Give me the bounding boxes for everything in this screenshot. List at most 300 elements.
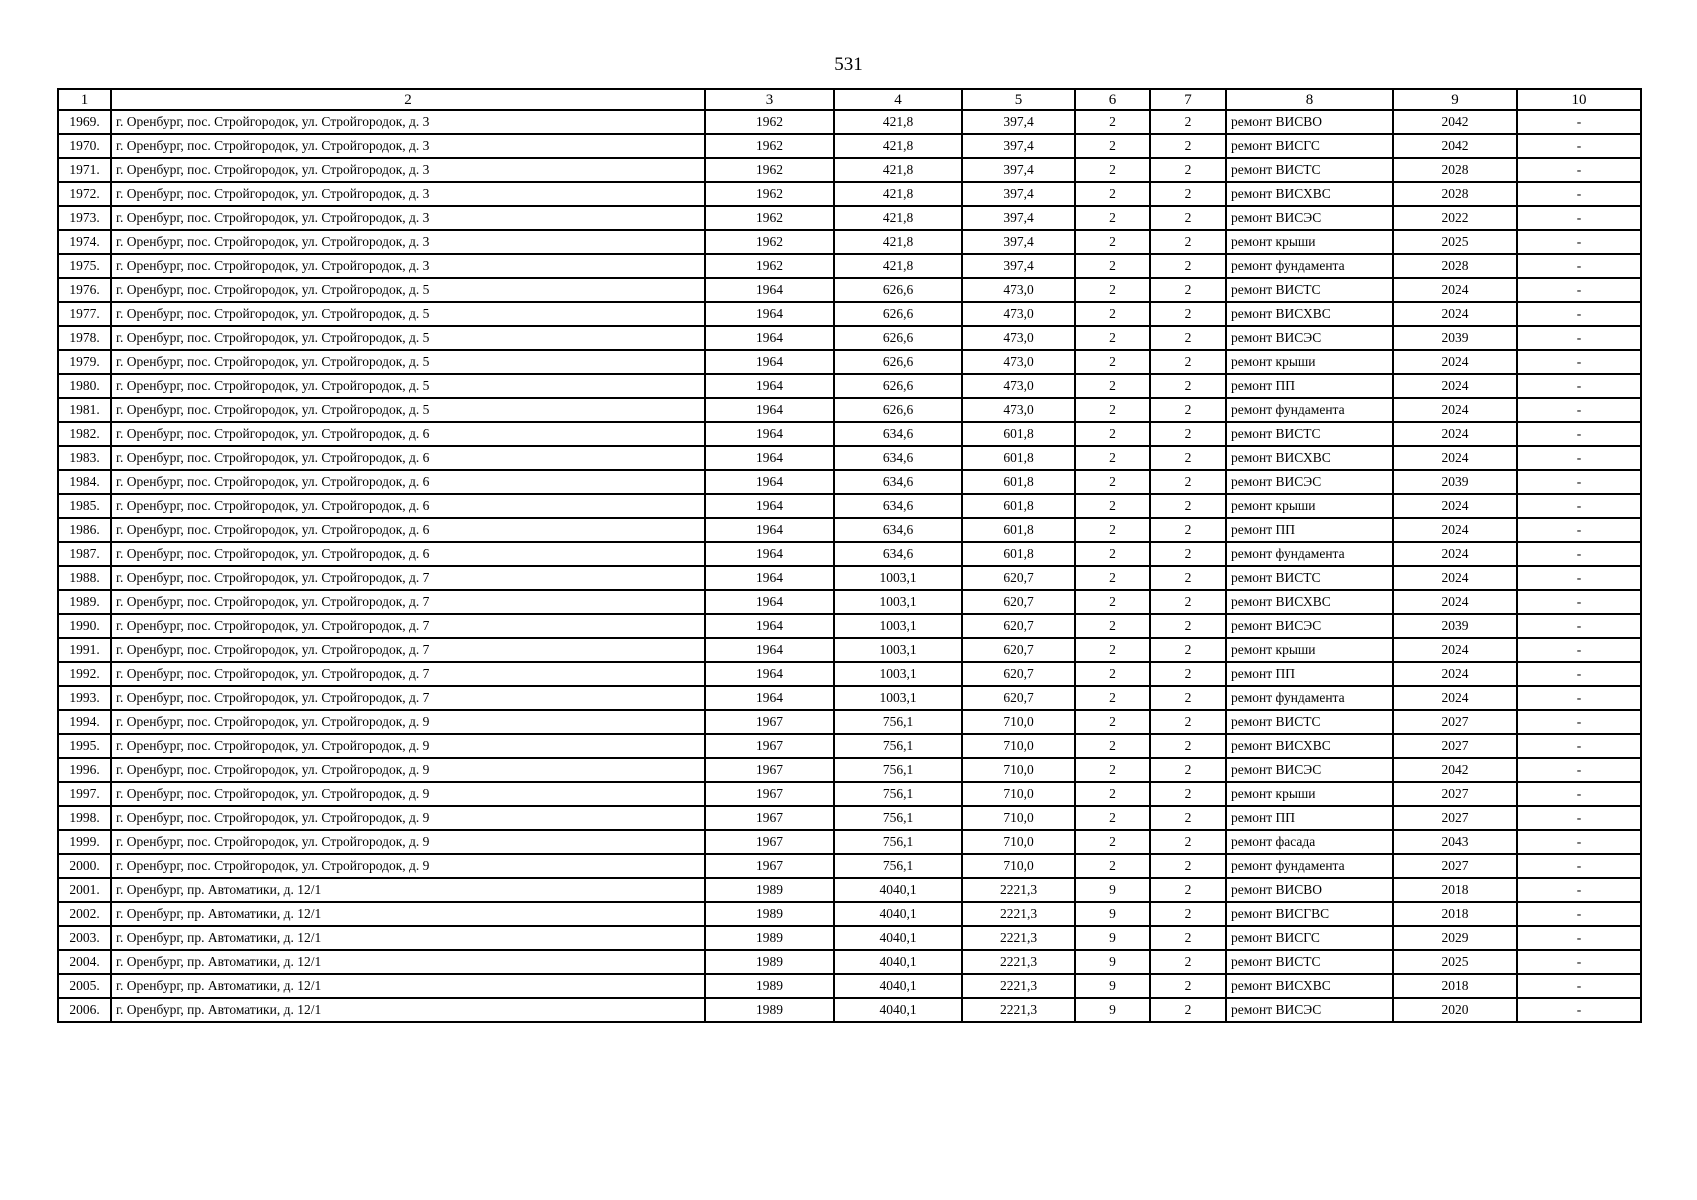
note-cell: - [1517, 182, 1641, 206]
planned-year-cell: 2028 [1393, 182, 1517, 206]
year-built-cell: 1989 [705, 902, 834, 926]
table-row [58, 854, 1641, 878]
work-type-cell: ремонт ПП [1226, 806, 1393, 830]
entrances-cell: 2 [1150, 542, 1226, 566]
table-row [58, 326, 1641, 350]
planned-year-cell: 2027 [1393, 782, 1517, 806]
table-row [58, 518, 1641, 542]
work-type-cell: ремонт ВИСТС [1226, 950, 1393, 974]
planned-year-cell: 2027 [1393, 854, 1517, 878]
table-row [58, 374, 1641, 398]
row-number-cell: 2006. [58, 998, 111, 1022]
year-built-cell: 1989 [705, 998, 834, 1022]
work-type-cell: ремонт ПП [1226, 374, 1393, 398]
address-cell: г. Оренбург, пр. Автоматики, д. 12/1 [111, 878, 705, 902]
table-row [58, 206, 1641, 230]
floors-cell: 2 [1075, 614, 1150, 638]
note-cell: - [1517, 662, 1641, 686]
entrances-cell: 2 [1150, 806, 1226, 830]
total-area-cell: 4040,1 [834, 950, 962, 974]
year-built-cell: 1964 [705, 350, 834, 374]
total-area-cell: 421,8 [834, 230, 962, 254]
year-built-cell: 1962 [705, 254, 834, 278]
total-area-cell: 756,1 [834, 782, 962, 806]
address-cell: г. Оренбург, пос. Стройгородок, ул. Стройгородок, д. 7 [111, 566, 705, 590]
year-built-cell: 1964 [705, 446, 834, 470]
work-type-cell: ремонт ВИСГВС [1226, 902, 1393, 926]
entrances-cell: 2 [1150, 614, 1226, 638]
total-area-cell: 634,6 [834, 446, 962, 470]
row-number-cell: 1976. [58, 278, 111, 302]
floors-cell: 2 [1075, 182, 1150, 206]
work-type-cell: ремонт ВИСГС [1226, 926, 1393, 950]
living-area-cell: 397,4 [962, 158, 1075, 182]
note-cell: - [1517, 230, 1641, 254]
address-cell: г. Оренбург, пос. Стройгородок, ул. Стройгородок, д. 9 [111, 830, 705, 854]
table-row [58, 926, 1641, 950]
floors-cell: 2 [1075, 470, 1150, 494]
address-cell: г. Оренбург, пос. Стройгородок, ул. Стройгородок, д. 7 [111, 686, 705, 710]
planned-year-cell: 2024 [1393, 566, 1517, 590]
planned-year-cell: 2028 [1393, 158, 1517, 182]
year-built-cell: 1989 [705, 950, 834, 974]
address-cell: г. Оренбург, пос. Стройгородок, ул. Стройгородок, д. 6 [111, 422, 705, 446]
living-area-cell: 2221,3 [962, 878, 1075, 902]
living-area-cell: 473,0 [962, 326, 1075, 350]
table-row [58, 182, 1641, 206]
floors-cell: 2 [1075, 734, 1150, 758]
living-area-cell: 2221,3 [962, 926, 1075, 950]
total-area-cell: 626,6 [834, 374, 962, 398]
living-area-cell: 601,8 [962, 470, 1075, 494]
year-built-cell: 1967 [705, 830, 834, 854]
table-row [58, 686, 1641, 710]
entrances-cell: 2 [1150, 734, 1226, 758]
year-built-cell: 1964 [705, 326, 834, 350]
entrances-cell: 2 [1150, 878, 1226, 902]
floors-cell: 9 [1075, 926, 1150, 950]
work-type-cell: ремонт ВИСХВС [1226, 182, 1393, 206]
note-cell: - [1517, 254, 1641, 278]
row-number-cell: 1996. [58, 758, 111, 782]
work-type-cell: ремонт ВИСТС [1226, 158, 1393, 182]
living-area-cell: 473,0 [962, 374, 1075, 398]
note-cell: - [1517, 998, 1641, 1022]
work-type-cell: ремонт ВИСВО [1226, 878, 1393, 902]
header-cell-3: 3 [705, 89, 834, 110]
living-area-cell: 601,8 [962, 494, 1075, 518]
table-row [58, 974, 1641, 998]
row-number-cell: 1983. [58, 446, 111, 470]
planned-year-cell: 2018 [1393, 878, 1517, 902]
entrances-cell: 2 [1150, 374, 1226, 398]
entrances-cell: 2 [1150, 326, 1226, 350]
year-built-cell: 1964 [705, 302, 834, 326]
living-area-cell: 601,8 [962, 446, 1075, 470]
year-built-cell: 1962 [705, 206, 834, 230]
table-row [58, 542, 1641, 566]
floors-cell: 2 [1075, 782, 1150, 806]
work-type-cell: ремонт фундамента [1226, 398, 1393, 422]
repair-schedule-table [57, 88, 1642, 1023]
note-cell: - [1517, 830, 1641, 854]
living-area-cell: 620,7 [962, 662, 1075, 686]
row-number-cell: 1985. [58, 494, 111, 518]
row-number-cell: 1994. [58, 710, 111, 734]
year-built-cell: 1962 [705, 182, 834, 206]
living-area-cell: 473,0 [962, 350, 1075, 374]
note-cell: - [1517, 686, 1641, 710]
address-cell: г. Оренбург, пос. Стройгородок, ул. Стройгородок, д. 3 [111, 158, 705, 182]
total-area-cell: 421,8 [834, 206, 962, 230]
table-row [58, 614, 1641, 638]
address-cell: г. Оренбург, пос. Стройгородок, ул. Стройгородок, д. 5 [111, 350, 705, 374]
floors-cell: 2 [1075, 326, 1150, 350]
address-cell: г. Оренбург, пос. Стройгородок, ул. Стройгородок, д. 6 [111, 470, 705, 494]
entrances-cell: 2 [1150, 110, 1226, 134]
entrances-cell: 2 [1150, 134, 1226, 158]
row-number-cell: 1990. [58, 614, 111, 638]
work-type-cell: ремонт ВИСХВС [1226, 590, 1393, 614]
entrances-cell: 2 [1150, 350, 1226, 374]
total-area-cell: 634,6 [834, 518, 962, 542]
header-cell-2: 2 [111, 89, 705, 110]
note-cell: - [1517, 614, 1641, 638]
year-built-cell: 1962 [705, 134, 834, 158]
address-cell: г. Оренбург, пос. Стройгородок, ул. Стройгородок, д. 6 [111, 446, 705, 470]
row-number-cell: 1975. [58, 254, 111, 278]
year-built-cell: 1964 [705, 638, 834, 662]
work-type-cell: ремонт ВИСТС [1226, 566, 1393, 590]
note-cell: - [1517, 326, 1641, 350]
entrances-cell: 2 [1150, 854, 1226, 878]
table-row [58, 470, 1641, 494]
floors-cell: 2 [1075, 590, 1150, 614]
planned-year-cell: 2024 [1393, 422, 1517, 446]
year-built-cell: 1964 [705, 566, 834, 590]
living-area-cell: 397,4 [962, 230, 1075, 254]
floors-cell: 2 [1075, 494, 1150, 518]
planned-year-cell: 2020 [1393, 998, 1517, 1022]
row-number-cell: 1971. [58, 158, 111, 182]
total-area-cell: 4040,1 [834, 878, 962, 902]
floors-cell: 2 [1075, 374, 1150, 398]
address-cell: г. Оренбург, пос. Стройгородок, ул. Стройгородок, д. 7 [111, 638, 705, 662]
planned-year-cell: 2039 [1393, 614, 1517, 638]
row-number-cell: 1997. [58, 782, 111, 806]
note-cell: - [1517, 806, 1641, 830]
address-cell: г. Оренбург, пос. Стройгородок, ул. Стройгородок, д. 9 [111, 734, 705, 758]
note-cell: - [1517, 206, 1641, 230]
total-area-cell: 421,8 [834, 254, 962, 278]
floors-cell: 2 [1075, 422, 1150, 446]
planned-year-cell: 2027 [1393, 806, 1517, 830]
work-type-cell: ремонт ПП [1226, 662, 1393, 686]
page-number: 531 [834, 54, 863, 75]
row-number-cell: 1981. [58, 398, 111, 422]
planned-year-cell: 2029 [1393, 926, 1517, 950]
floors-cell: 2 [1075, 158, 1150, 182]
floors-cell: 2 [1075, 806, 1150, 830]
table-row [58, 950, 1641, 974]
entrances-cell: 2 [1150, 950, 1226, 974]
header-cell-7: 7 [1150, 89, 1226, 110]
note-cell: - [1517, 278, 1641, 302]
floors-cell: 9 [1075, 974, 1150, 998]
note-cell: - [1517, 710, 1641, 734]
header-row [58, 89, 1641, 110]
address-cell: г. Оренбург, пос. Стройгородок, ул. Стройгородок, д. 3 [111, 254, 705, 278]
total-area-cell: 756,1 [834, 806, 962, 830]
address-cell: г. Оренбург, пос. Стройгородок, ул. Стройгородок, д. 7 [111, 590, 705, 614]
planned-year-cell: 2039 [1393, 470, 1517, 494]
living-area-cell: 710,0 [962, 782, 1075, 806]
total-area-cell: 634,6 [834, 422, 962, 446]
total-area-cell: 634,6 [834, 494, 962, 518]
total-area-cell: 1003,1 [834, 638, 962, 662]
note-cell: - [1517, 158, 1641, 182]
year-built-cell: 1964 [705, 374, 834, 398]
work-type-cell: ремонт фундамента [1226, 854, 1393, 878]
entrances-cell: 2 [1150, 758, 1226, 782]
entrances-cell: 2 [1150, 302, 1226, 326]
table-row [58, 902, 1641, 926]
total-area-cell: 421,8 [834, 158, 962, 182]
year-built-cell: 1964 [705, 470, 834, 494]
table-row [58, 566, 1641, 590]
floors-cell: 2 [1075, 662, 1150, 686]
floors-cell: 2 [1075, 638, 1150, 662]
header-cell-5: 5 [962, 89, 1075, 110]
address-cell: г. Оренбург, пос. Стройгородок, ул. Стройгородок, д. 9 [111, 854, 705, 878]
planned-year-cell: 2024 [1393, 302, 1517, 326]
work-type-cell: ремонт фундамента [1226, 686, 1393, 710]
address-cell: г. Оренбург, пос. Стройгородок, ул. Стройгородок, д. 7 [111, 614, 705, 638]
address-cell: г. Оренбург, пр. Автоматики, д. 12/1 [111, 926, 705, 950]
total-area-cell: 1003,1 [834, 590, 962, 614]
planned-year-cell: 2039 [1393, 326, 1517, 350]
floors-cell: 2 [1075, 518, 1150, 542]
total-area-cell: 634,6 [834, 542, 962, 566]
note-cell: - [1517, 374, 1641, 398]
address-cell: г. Оренбург, пос. Стройгородок, ул. Стройгородок, д. 5 [111, 374, 705, 398]
row-number-cell: 1993. [58, 686, 111, 710]
total-area-cell: 421,8 [834, 110, 962, 134]
total-area-cell: 756,1 [834, 830, 962, 854]
table-row [58, 782, 1641, 806]
address-cell: г. Оренбург, пос. Стройгородок, ул. Стройгородок, д. 9 [111, 758, 705, 782]
row-number-cell: 2003. [58, 926, 111, 950]
entrances-cell: 2 [1150, 638, 1226, 662]
work-type-cell: ремонт фундамента [1226, 542, 1393, 566]
entrances-cell: 2 [1150, 998, 1226, 1022]
note-cell: - [1517, 422, 1641, 446]
planned-year-cell: 2024 [1393, 686, 1517, 710]
year-built-cell: 1962 [705, 230, 834, 254]
floors-cell: 2 [1075, 686, 1150, 710]
row-number-cell: 1982. [58, 422, 111, 446]
total-area-cell: 626,6 [834, 326, 962, 350]
address-cell: г. Оренбург, пос. Стройгородок, ул. Стройгородок, д. 9 [111, 806, 705, 830]
row-number-cell: 1974. [58, 230, 111, 254]
living-area-cell: 620,7 [962, 686, 1075, 710]
note-cell: - [1517, 734, 1641, 758]
table-row [58, 494, 1641, 518]
entrances-cell: 2 [1150, 230, 1226, 254]
planned-year-cell: 2024 [1393, 590, 1517, 614]
living-area-cell: 397,4 [962, 254, 1075, 278]
entrances-cell: 2 [1150, 926, 1226, 950]
address-cell: г. Оренбург, пос. Стройгородок, ул. Стройгородок, д. 5 [111, 326, 705, 350]
living-area-cell: 710,0 [962, 830, 1075, 854]
work-type-cell: ремонт ВИСХВС [1226, 974, 1393, 998]
note-cell: - [1517, 878, 1641, 902]
planned-year-cell: 2025 [1393, 230, 1517, 254]
work-type-cell: ремонт фундамента [1226, 254, 1393, 278]
work-type-cell: ремонт ВИСТС [1226, 422, 1393, 446]
work-type-cell: ремонт ВИСХВС [1226, 446, 1393, 470]
table-row [58, 878, 1641, 902]
total-area-cell: 1003,1 [834, 662, 962, 686]
living-area-cell: 710,0 [962, 806, 1075, 830]
row-number-cell: 1988. [58, 566, 111, 590]
row-number-cell: 1979. [58, 350, 111, 374]
work-type-cell: ремонт ВИСТС [1226, 710, 1393, 734]
entrances-cell: 2 [1150, 182, 1226, 206]
floors-cell: 2 [1075, 758, 1150, 782]
table-row [58, 398, 1641, 422]
row-number-cell: 1972. [58, 182, 111, 206]
table-row [58, 110, 1641, 134]
row-number-cell: 1986. [58, 518, 111, 542]
floors-cell: 2 [1075, 854, 1150, 878]
living-area-cell: 2221,3 [962, 998, 1075, 1022]
work-type-cell: ремонт ВИСЭС [1226, 326, 1393, 350]
row-number-cell: 1998. [58, 806, 111, 830]
entrances-cell: 2 [1150, 974, 1226, 998]
row-number-cell: 1970. [58, 134, 111, 158]
living-area-cell: 397,4 [962, 206, 1075, 230]
year-built-cell: 1964 [705, 590, 834, 614]
year-built-cell: 1964 [705, 422, 834, 446]
total-area-cell: 634,6 [834, 470, 962, 494]
note-cell: - [1517, 542, 1641, 566]
table-row [58, 830, 1641, 854]
living-area-cell: 620,7 [962, 590, 1075, 614]
total-area-cell: 626,6 [834, 302, 962, 326]
table-row [58, 662, 1641, 686]
year-built-cell: 1967 [705, 782, 834, 806]
row-number-cell: 1991. [58, 638, 111, 662]
year-built-cell: 1967 [705, 734, 834, 758]
header-cell-4: 4 [834, 89, 962, 110]
living-area-cell: 601,8 [962, 542, 1075, 566]
living-area-cell: 397,4 [962, 182, 1075, 206]
address-cell: г. Оренбург, пос. Стройгородок, ул. Стройгородок, д. 9 [111, 782, 705, 806]
note-cell: - [1517, 782, 1641, 806]
planned-year-cell: 2024 [1393, 518, 1517, 542]
living-area-cell: 397,4 [962, 110, 1075, 134]
row-number-cell: 1973. [58, 206, 111, 230]
living-area-cell: 601,8 [962, 422, 1075, 446]
entrances-cell: 2 [1150, 398, 1226, 422]
address-cell: г. Оренбург, пр. Автоматики, д. 12/1 [111, 902, 705, 926]
address-cell: г. Оренбург, пос. Стройгородок, ул. Стройгородок, д. 3 [111, 110, 705, 134]
table-row [58, 758, 1641, 782]
year-built-cell: 1964 [705, 494, 834, 518]
planned-year-cell: 2024 [1393, 374, 1517, 398]
planned-year-cell: 2024 [1393, 542, 1517, 566]
note-cell: - [1517, 590, 1641, 614]
total-area-cell: 4040,1 [834, 998, 962, 1022]
work-type-cell: ремонт ВИСЭС [1226, 998, 1393, 1022]
entrances-cell: 2 [1150, 158, 1226, 182]
entrances-cell: 2 [1150, 710, 1226, 734]
row-number-cell: 1989. [58, 590, 111, 614]
address-cell: г. Оренбург, пр. Автоматики, д. 12/1 [111, 974, 705, 998]
living-area-cell: 2221,3 [962, 974, 1075, 998]
year-built-cell: 1964 [705, 278, 834, 302]
table-row [58, 638, 1641, 662]
living-area-cell: 620,7 [962, 566, 1075, 590]
work-type-cell: ремонт ПП [1226, 518, 1393, 542]
work-type-cell: ремонт ВИСЭС [1226, 470, 1393, 494]
table-row [58, 590, 1641, 614]
work-type-cell: ремонт крыши [1226, 638, 1393, 662]
planned-year-cell: 2042 [1393, 134, 1517, 158]
work-type-cell: ремонт крыши [1226, 230, 1393, 254]
year-built-cell: 1967 [705, 758, 834, 782]
table-row [58, 350, 1641, 374]
row-number-cell: 2005. [58, 974, 111, 998]
year-built-cell: 1967 [705, 710, 834, 734]
floors-cell: 2 [1075, 110, 1150, 134]
living-area-cell: 710,0 [962, 758, 1075, 782]
address-cell: г. Оренбург, пос. Стройгородок, ул. Стройгородок, д. 6 [111, 518, 705, 542]
work-type-cell: ремонт ВИСХВС [1226, 734, 1393, 758]
living-area-cell: 620,7 [962, 614, 1075, 638]
header-cell-10: 10 [1517, 89, 1641, 110]
table-row [58, 710, 1641, 734]
row-number-cell: 1987. [58, 542, 111, 566]
note-cell: - [1517, 518, 1641, 542]
entrances-cell: 2 [1150, 470, 1226, 494]
entrances-cell: 2 [1150, 254, 1226, 278]
note-cell: - [1517, 350, 1641, 374]
table-row [58, 158, 1641, 182]
note-cell: - [1517, 758, 1641, 782]
note-cell: - [1517, 974, 1641, 998]
row-number-cell: 1984. [58, 470, 111, 494]
table-row [58, 422, 1641, 446]
entrances-cell: 2 [1150, 662, 1226, 686]
floors-cell: 9 [1075, 950, 1150, 974]
table-row [58, 278, 1641, 302]
note-cell: - [1517, 446, 1641, 470]
year-built-cell: 1964 [705, 686, 834, 710]
address-cell: г. Оренбург, пос. Стройгородок, ул. Стройгородок, д. 3 [111, 182, 705, 206]
planned-year-cell: 2028 [1393, 254, 1517, 278]
total-area-cell: 4040,1 [834, 926, 962, 950]
floors-cell: 2 [1075, 278, 1150, 302]
floors-cell: 9 [1075, 902, 1150, 926]
planned-year-cell: 2024 [1393, 446, 1517, 470]
floors-cell: 2 [1075, 230, 1150, 254]
year-built-cell: 1967 [705, 806, 834, 830]
entrances-cell: 2 [1150, 566, 1226, 590]
entrances-cell: 2 [1150, 278, 1226, 302]
floors-cell: 2 [1075, 350, 1150, 374]
